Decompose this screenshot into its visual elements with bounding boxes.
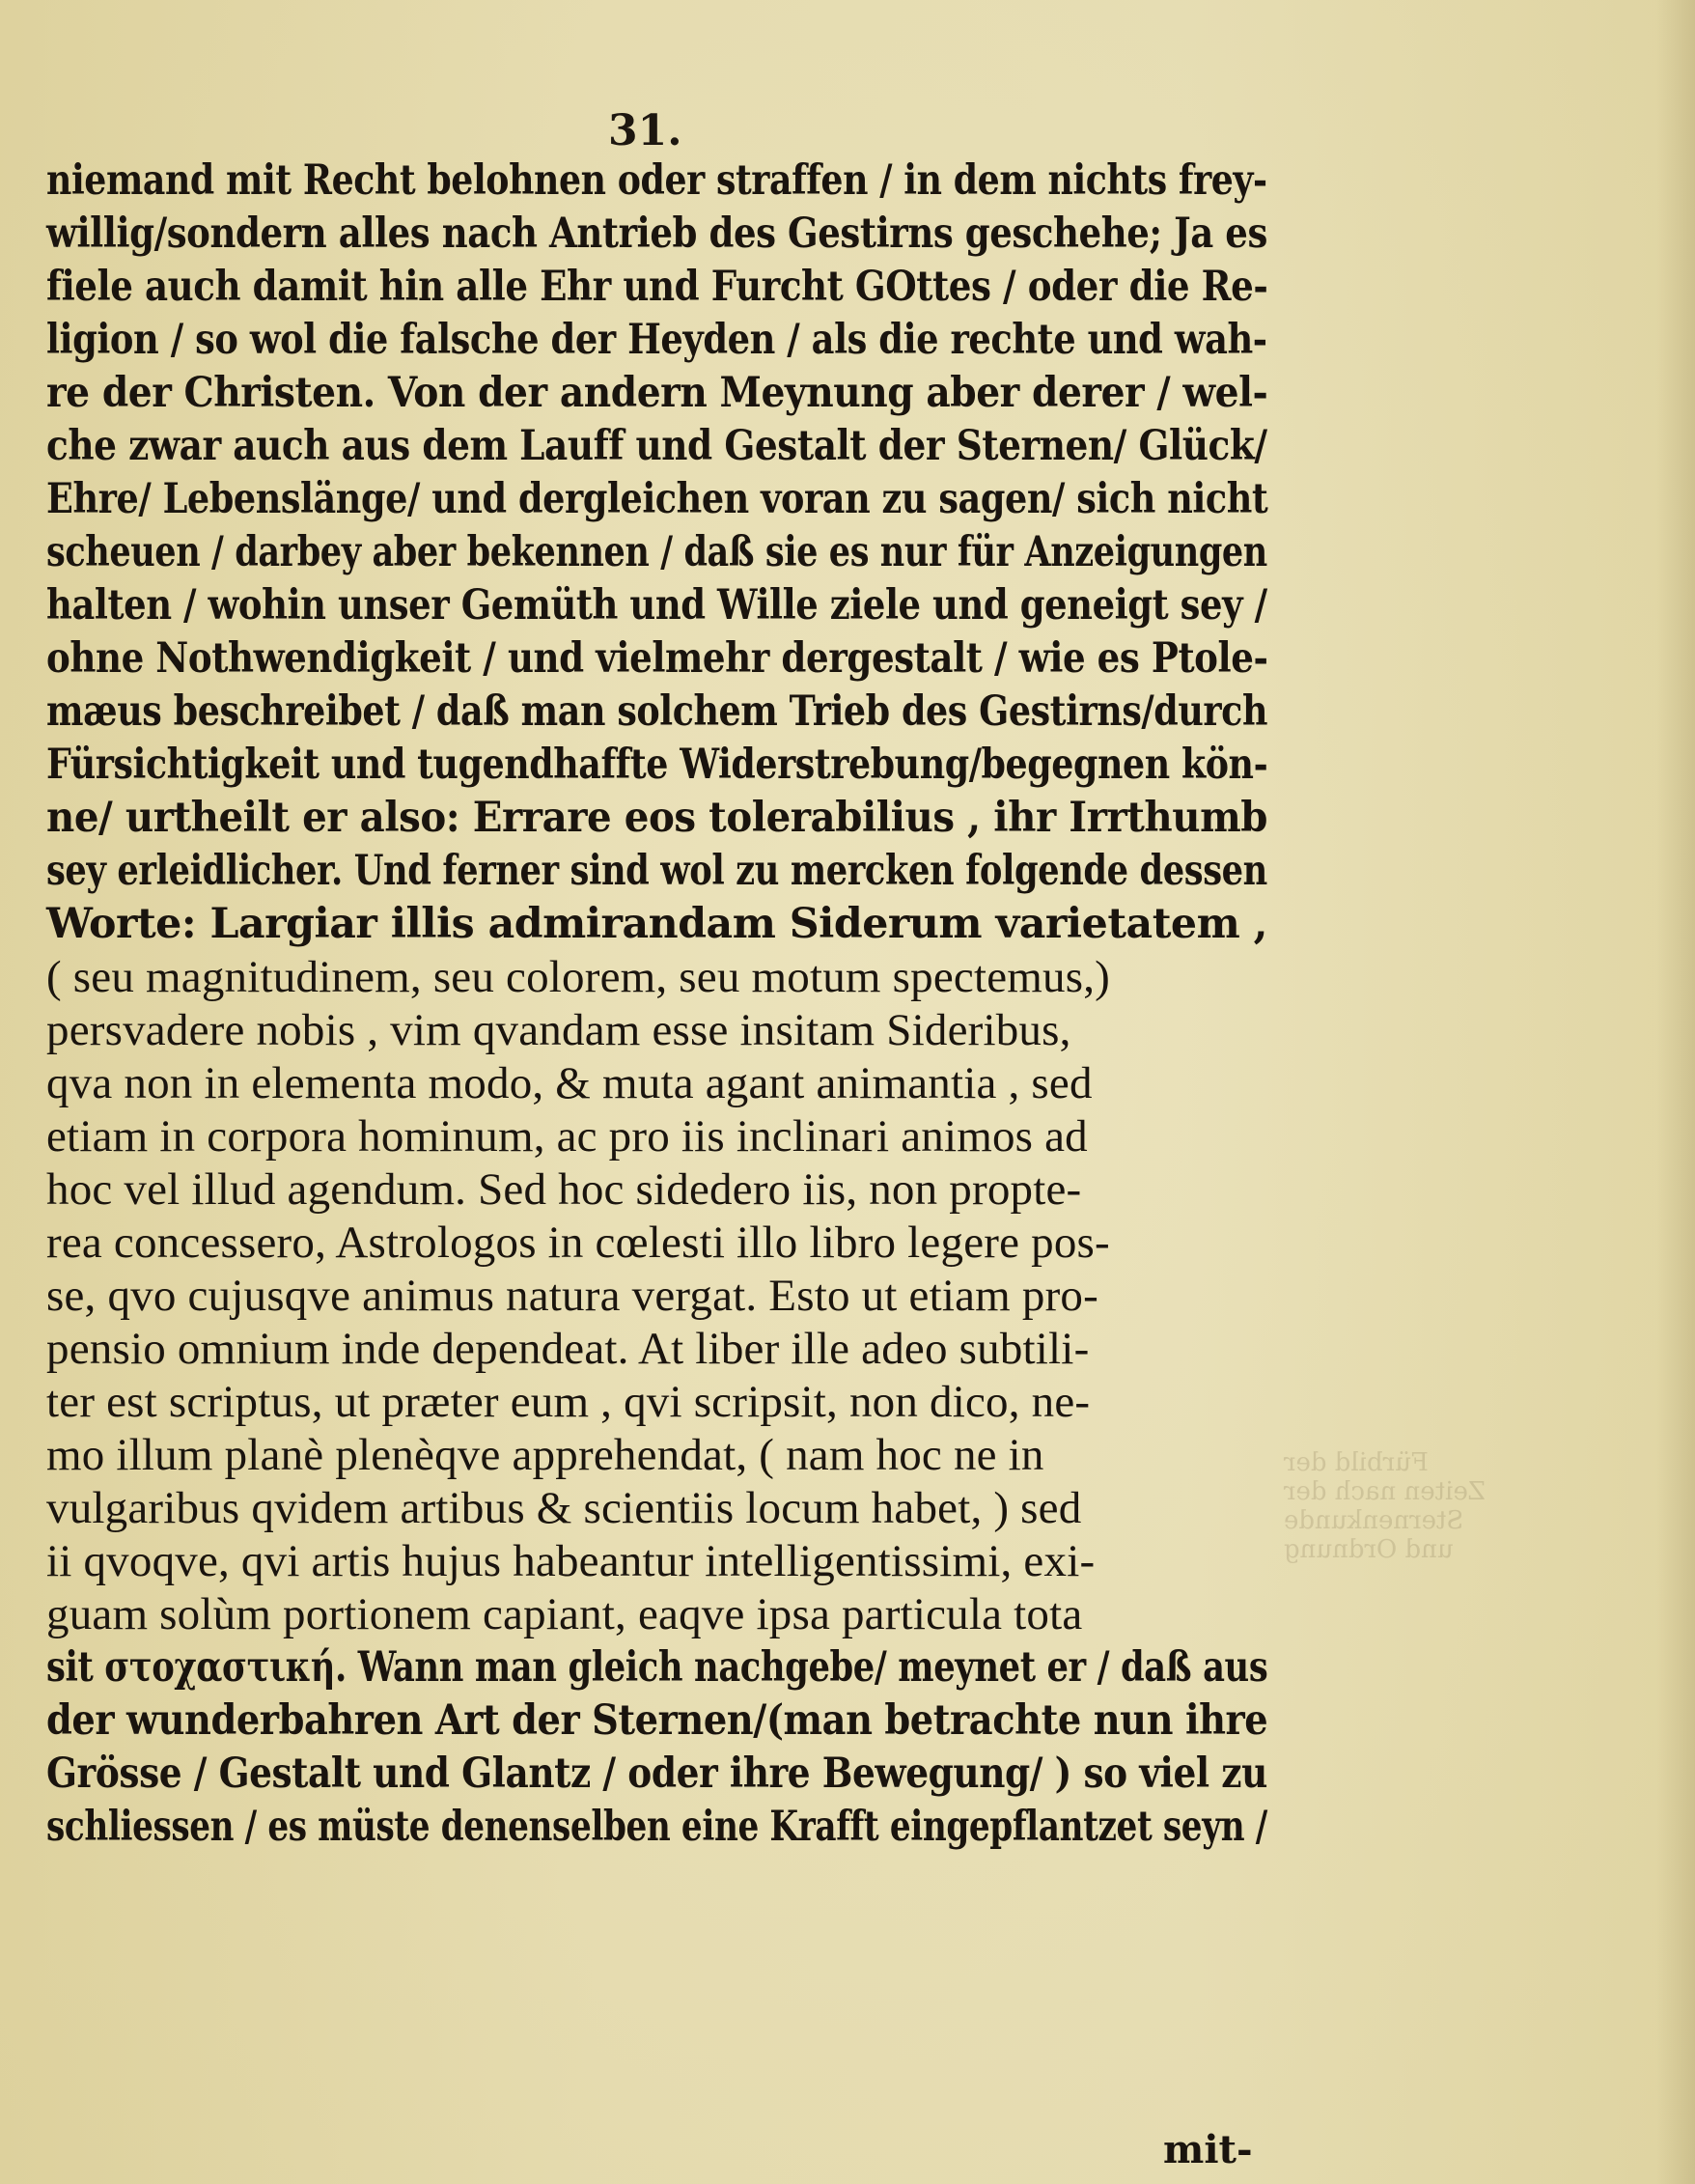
text-line: Worte: Largiar illis admirandam Siderum varietatem , (46, 900, 1268, 948)
text-line: mæus beschreibet / daß man solchem Trieb des Gestirns/durch (46, 687, 1268, 736)
text-line: halten / wohin unser Gemüth und Wille ziele und geneigt sey / (46, 581, 1267, 630)
text-line: ligion / so wol die falsche der Heyden / als die rechte und wah- (46, 316, 1267, 364)
text-line: che zwar auch aus dem Lauff und Gestalt der Sternen/ Glück/ (46, 422, 1267, 470)
text-line: mo illum planè plenèqve apprehendat, ( nam hoc ne in (46, 1430, 1044, 1480)
catchword: mit- (1163, 2127, 1253, 2172)
text-line: guam solùm portionem capiant, eaqve ipsa particula tota (46, 1589, 1083, 1639)
text-line: vulgaribus qvidem artibus & scientiis locum habet, ) sed (46, 1483, 1082, 1533)
text-line: willig/sondern alles nach Antrieb des Gestirns geschehe; Ja es (46, 210, 1267, 258)
text-line: der wunderbahren Art der Sternen/(man betrachte nun ihre (46, 1696, 1268, 1745)
text-line: sey erleidlicher. Und ferner sind wol zu mercken folgende dessen (46, 847, 1267, 895)
bleed-through-marginalia: Fürbild der Zeiten nach der Sternenkunde und Ordnung (1284, 1448, 1486, 1564)
text-line: Ehre/ Lebenslänge/ und dergleichen voran zu sagen/ sich nicht (46, 475, 1268, 523)
text-line: etiam in corpora hominum, ac pro iis inclinari animos ad (46, 1111, 1088, 1162)
text-line: Grösse / Gestalt und Glantz / oder ihre Bewegung/ ) so viel zu (46, 1750, 1267, 1798)
text-line: niemand mit Recht belohnen oder straffen / in dem nichts frey- (46, 156, 1267, 205)
page-number: 31. (608, 106, 682, 155)
text-line: persvadere nobis , vim qvandam esse insitam Sideribus, (46, 1005, 1071, 1055)
text-line: Fürsichtigkeit und tugendhaffte Widerstrebung/begegnen kön- (46, 741, 1268, 789)
text-line: pensio omnium inde dependeat. At liber ille adeo subtili- (46, 1324, 1090, 1374)
text-line: hoc vel illud agendum. Sed hoc sidedero iis, non propte- (46, 1164, 1082, 1215)
page-edge-shadow (1656, 0, 1695, 2184)
text-line: se, qvo cujusqve animus natura vergat. Esto ut etiam pro- (46, 1271, 1098, 1321)
text-line: schliessen / es müste denenselben eine Krafft eingepflantzet seyn / (46, 1803, 1267, 1851)
text-line: ne/ urtheilt er also: Errare eos tolerabilius , ihr Irrthumb (46, 794, 1268, 842)
text-line: ( seu magnitudinem, seu colorem, seu motum spectemus,) (46, 952, 1111, 1002)
text-line: fiele auch damit hin alle Ehr und Furcht GOttes / oder die Re- (46, 263, 1268, 311)
body-text (46, 154, 1268, 1854)
text-line: ter est scriptus, ut præter eum , qvi scripsit, non dico, ne- (46, 1377, 1091, 1427)
text-line: scheuen / darbey aber bekennen / daß sie es nur für Anzeigungen (46, 528, 1267, 576)
text-line: rea concessero, Astrologos in cœlesti illo libro legere pos- (46, 1218, 1110, 1268)
text-line: ii qvoqve, qvi artis hujus habeantur intelligentissimi, exi- (46, 1536, 1096, 1586)
text-line: sit στοχαστική. Wann man gleich nachgebe/ meynet er / daß aus (46, 1643, 1268, 1692)
text-line: ohne Nothwendigkeit / und vielmehr dergestalt / wie es Ptole- (46, 634, 1268, 683)
text-line: re der Christen. Von der andern Meynung aber derer / wel- (46, 369, 1268, 417)
text-line: qva non in elementa modo, & muta agant animantia , sed (46, 1058, 1093, 1108)
